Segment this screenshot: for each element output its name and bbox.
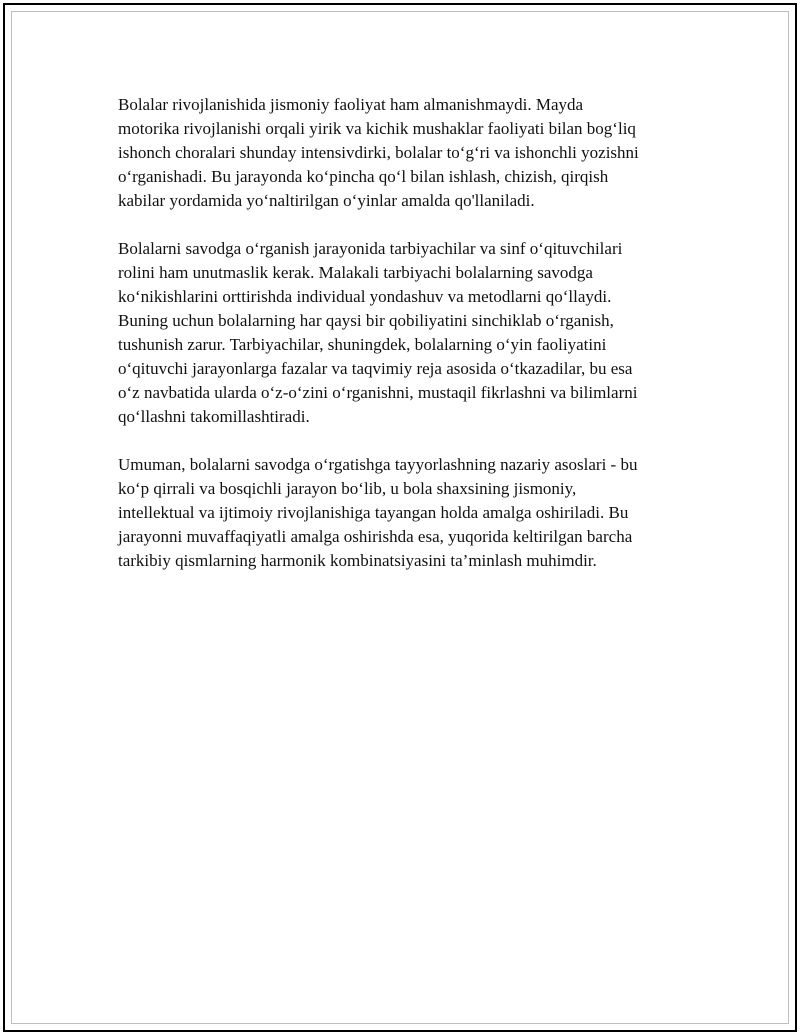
paragraph-physical-activity: Bolalar rivojlanishida jismoniy faoliyat ham almanishmaydi. Mayda motorika rivojlanishi orqali yirik va kichik mushaklar faoliyati bilan bog‘liq ishonch choralari shunday intensivdirki, bolalar to‘g‘ri va ishonchli yozishni o‘rganishadi. Bu jarayonda ko‘pincha qo‘l bilan ishlash, chizish, qirqish kabilar yordamida yo‘naltirilgan o‘yinlar amalda qo'llaniladi. xyxy=(118,95,639,210)
document-body xyxy=(118,93,696,597)
paragraph-conclusion: Umuman, bolalarni savodga o‘rgatishga tayyorlashning nazariy asoslari - bu ko‘p qirrali va bosqichli jarayon bo‘lib, u bola shaxsining jismoniy, intellektual va ijtimoiy rivojlanishiga tayangan holda amalga oshiriladi. Bu jarayonni muvaffaqiyatli amalga oshirishda esa, yuqorida keltirilgan barcha tarkibiy qismlarning harmonik kombinatsiyasini ta’minlash muhimdir. xyxy=(118,455,638,570)
paragraph-teachers-role: Bolalarni savodga o‘rganish jarayonida tarbiyachilar va sinf o‘qituvchilari rolini ham unutmaslik kerak. Malakali tarbiyachi bolalarning savodga ko‘nikishlarini orttirishda individual yondashuv va metodlarni qo‘llaydi. Buning uchun bolalarning har qaysi bir qobiliyatini sinchiklab o‘rganish, tushunish zarur. Tarbiyachilar, shuningdek, bolalarning o‘yin faoliyatini o‘qituvchi jarayonlarga fazalar va taqvimiy reja asosida o‘tkazadilar, bu esa o‘z navbatida ularda o‘z-o‘zini o‘rganishni, mustaqil fikrlashni va bilimlarni qo‘llashni takomillashtiradi. xyxy=(118,239,638,426)
